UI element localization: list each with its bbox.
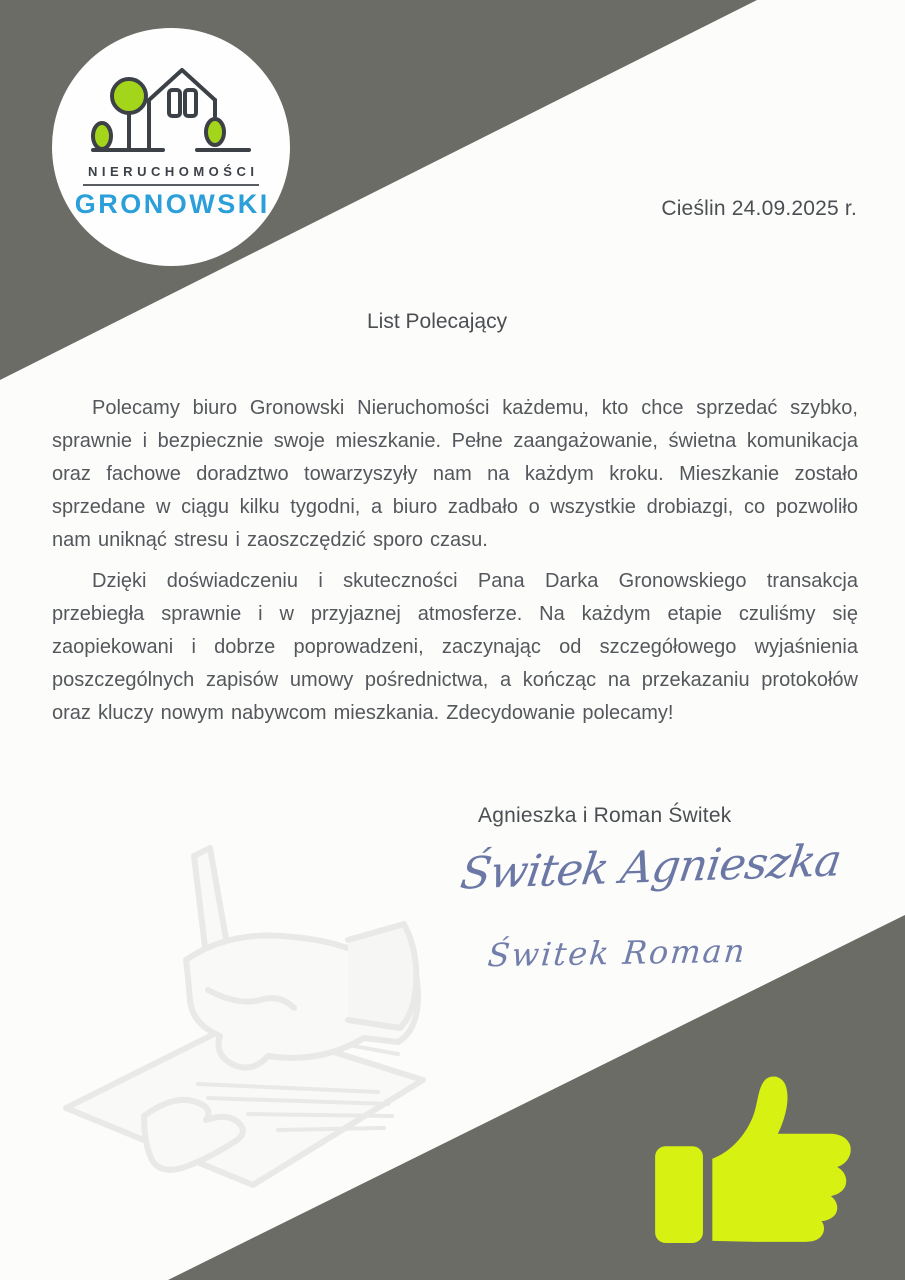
letter-title: List Polecający xyxy=(367,310,508,333)
logo-underline xyxy=(83,184,259,186)
paragraph-2: Dzięki doświadczeniu i skuteczności Pana Darka Gronowskiego transakcja przebiegła sprawnie i w przyjaznej atmosferze. Na każdym etapie czuliśmy się zaopiekowani i dobrze poprowadzeni, zaczynając od szczegółowego wyjaśnienia poszczególnych zapisów umowy pośrednictwa, a kończąc na przekazaniu protokołów oraz kluczy nowym nabywcom mieszkania. Zdecydowanie polecamy! xyxy=(52,570,858,724)
logo-text-gronowski: GRONOWSKI xyxy=(74,189,270,219)
agency-logo xyxy=(52,28,290,266)
signatories-printed-names: Agnieszka i Roman Świtek xyxy=(478,804,732,827)
dateline: Cieślin 24.09.2025 r. xyxy=(661,197,857,220)
logo-text-nieruchomosci: NIERUCHOMOŚCI xyxy=(88,164,259,179)
hand-signing-watermark-icon xyxy=(48,840,438,1200)
thumbs-up-icon xyxy=(651,1036,861,1244)
house-with-trees-icon xyxy=(85,54,257,158)
handwritten-signature-roman: Świtek Roman xyxy=(486,931,749,975)
handwritten-signature-agnieszka: Świtek Agnieszka xyxy=(457,835,844,900)
paragraph-1: Polecamy biuro Gronowski Nieruchomości każdemu, kto chce sprzedać szybko, sprawnie i bezpiecznie swoje mieszkanie. Pełne zaangażowanie, świetna komunikacja oraz fachowe doradztwo towarzyszyły nam na każdym kroku. Mieszkanie zostało sprzedane w ciągu kilku tygodni, a biuro zadbało o wszystkie drobiazgi, co pozwoliło nam uniknąć stresu i zaoszczędzić sporo czasu. xyxy=(52,397,858,551)
